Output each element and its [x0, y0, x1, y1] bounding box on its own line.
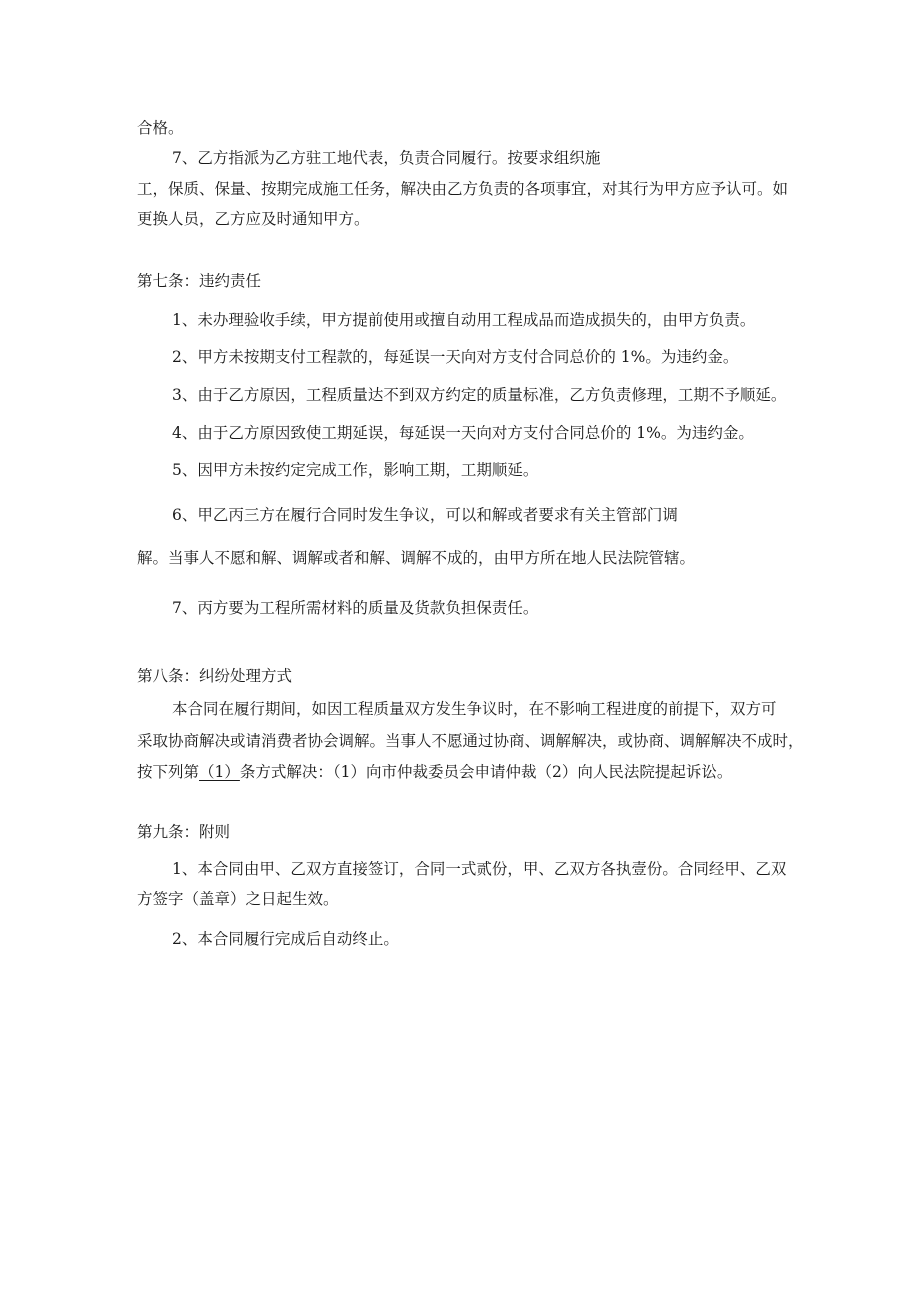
prev-line-1: 合格。: [137, 119, 184, 137]
article-7-item-4: 4、由于乙方原因致使工期延误，每延误一天向对方支付合同总价的 1%。为违约金。: [172, 424, 754, 442]
article-8-para-1: 本合同在履行期间，如因工程质量双方发生争议时，在不影响工程进度的前提下，双方可: [172, 700, 777, 718]
article-9-item-1: 1、本合同由甲、乙双方直接签订，合同一式贰份，甲、乙双方各执壹份。合同经甲、乙双: [172, 860, 787, 878]
article-8-heading: 第八条：纠纷处理方式: [137, 667, 293, 685]
article-8-para-2: 采取协商解决或请消费者协会调解。当事人不愿通过协商、调解解决，或协商、调解解决不成时，: [137, 732, 804, 750]
prev-item-7: 7、乙方指派为乙方驻工地代表，负责合同履行。按要求组织施: [172, 149, 601, 167]
article-9-heading: 第九条：附则: [137, 823, 231, 841]
prev-line-4: 更换人员，乙方应及时通知甲方。: [137, 210, 370, 228]
article-8-para-3: [137, 765, 732, 781]
article-7-item-5: 5、因甲方未按约定完成工作，影响工期，工期顺延。: [172, 461, 539, 479]
article-7-heading: 第七条：违约责任: [137, 272, 262, 290]
article-9-item-1-cont: 方签字（盖章）之日起生效。: [137, 890, 339, 908]
article-7-item-3: 3、由于乙方原因，工程质量达不到双方约定的质量标准，乙方负责修理，工期不予顺延。: [172, 386, 787, 404]
article-8-para-3-suffix: 条方式解决：（1）向市仲裁委员会申请仲裁（2）向人民法院提起诉讼。: [239, 763, 733, 781]
article-7-item-6-cont: 解。当事人不愿和解、调解或者和解、调解不成的，由甲方所在地人民法院管辖。: [137, 549, 696, 567]
article-9-item-2: 2、本合同履行完成后自动终止。: [172, 930, 399, 948]
article-8-para-3-prefix: 按下列第: [137, 763, 200, 781]
article-7-item-6: 6、甲乙丙三方在履行合同时发生争议，可以和解或者要求有关主管部门调: [172, 506, 678, 524]
article-7-item-2: 2、甲方未按期支付工程款的，每延误一天向对方支付合同总价的 1%。为违约金。: [172, 348, 739, 366]
prev-line-3: 工，保质、保量、按期完成施工任务，解决由乙方负责的各项事宜，对其行为甲方应予认可。如: [137, 180, 789, 198]
article-7-item-7: 7、丙方要为工程所需材料的质量及货款负担保责任。: [172, 599, 539, 617]
article-7-item-1: 1、未办理验收手续，甲方提前使用或擅自动用工程成品而造成损失的，由甲方负责。: [172, 311, 756, 329]
resolution-choice: （1）: [199, 763, 240, 781]
